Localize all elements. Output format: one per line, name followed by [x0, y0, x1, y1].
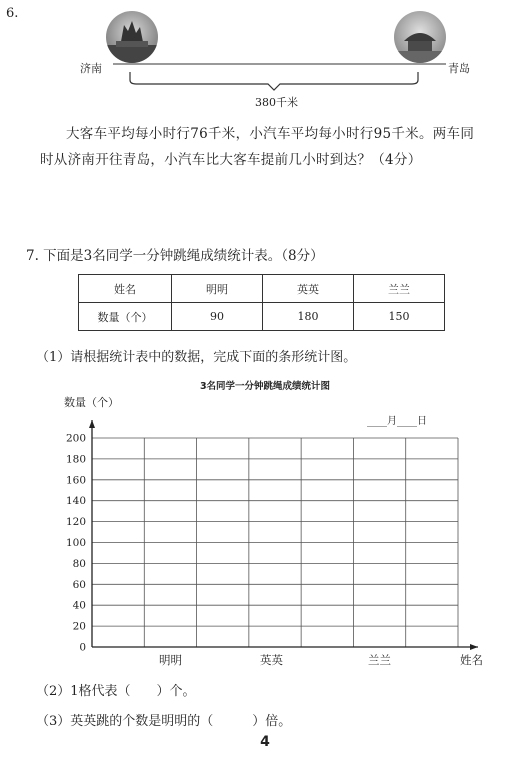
x-category-label: 英英	[260, 653, 283, 667]
table-cell: 150	[354, 303, 445, 331]
table-cell: 90	[172, 303, 263, 331]
page-number: 4	[260, 734, 270, 750]
y-tick-label: 60	[72, 578, 86, 591]
y-tick-label: 0	[79, 641, 86, 654]
city-label-jinan: 济南	[80, 62, 102, 75]
city-label-qingdao: 青岛	[448, 62, 470, 75]
chart-date-blank: ____月____日	[367, 416, 427, 427]
table-header-cell: 英英	[263, 275, 354, 303]
y-axis-arrow	[89, 420, 95, 428]
y-tick-label: 200	[65, 432, 86, 445]
chart-y-axis-label: 数量（个）	[64, 396, 119, 409]
y-tick-label: 100	[65, 537, 86, 549]
x-category-label: 兰兰	[368, 653, 391, 667]
distance-label: 380千米	[255, 96, 298, 109]
table-header-cell: 明明	[172, 275, 263, 303]
y-tick-label: 160	[65, 474, 86, 487]
sub-question-2: （2）1格代表（ ）个。	[36, 684, 196, 699]
chart-x-axis-label: 姓名	[460, 653, 483, 667]
y-tick-label: 140	[65, 495, 86, 508]
question-7-title: 7. 下面是3名同学一分钟跳绳成绩统计表。（8分）	[26, 248, 324, 264]
chart-title: 3名同学一分钟跳绳成绩统计图	[199, 381, 331, 392]
question-6-text-line2: 时从济南开往青岛，小汽车比大客车提前几小时到达？（4分）	[40, 152, 422, 168]
table-header-cell: 姓名	[79, 275, 172, 303]
question-6-text-line1: 大客车平均每小时行76千米，小汽车平均每小时行95千米。两车同	[66, 126, 475, 142]
y-tick-label: 80	[72, 557, 86, 570]
table-cell: 数量（个）	[79, 303, 172, 331]
y-tick-label: 20	[72, 620, 86, 633]
x-axis-arrow	[470, 644, 478, 650]
question-6-number: 6.	[6, 6, 19, 21]
sub-question-1: （1）请根据统计表中的数据，完成下面的条形统计图。	[36, 350, 357, 365]
y-tick-label: 180	[65, 453, 86, 466]
y-tick-label: 120	[65, 516, 86, 529]
sub-question-3: （3）英英跳的个数是明明的（ ）倍。	[36, 714, 292, 729]
x-category-label: 明明	[159, 653, 182, 667]
table-header-cell: 兰兰	[354, 275, 445, 303]
y-tick-label: 40	[72, 599, 86, 612]
table-cell: 180	[263, 303, 354, 331]
